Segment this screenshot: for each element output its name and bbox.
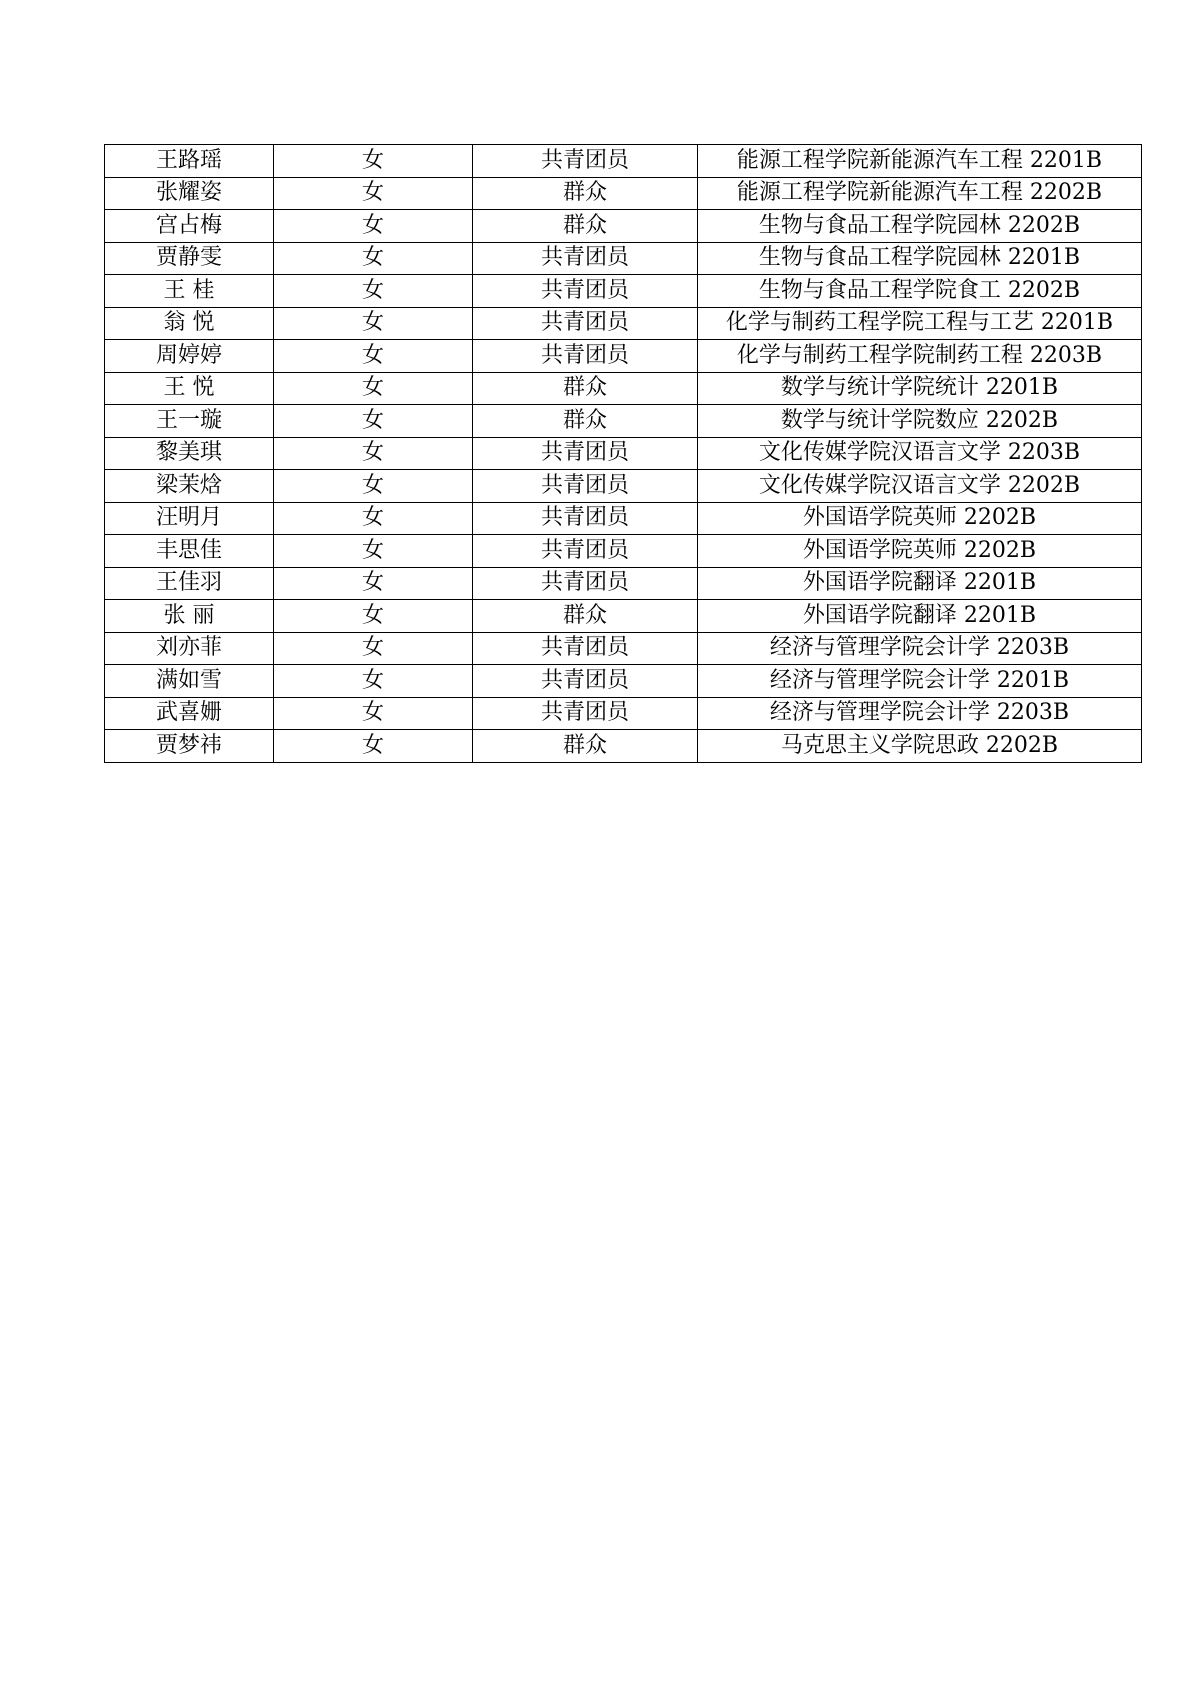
roster-table: [104, 144, 1142, 763]
table-row: [105, 177, 1142, 210]
roster-table-body: [105, 145, 1142, 763]
gender-cell: 女: [274, 242, 473, 275]
class-cell: 生物与食品工程学院食工 2202B: [698, 275, 1142, 308]
student-name-cell: 王 悦: [105, 372, 274, 405]
gender-cell: 女: [274, 405, 473, 438]
student-name-cell: 周婷婷: [105, 340, 274, 373]
gender-cell: 女: [274, 730, 473, 763]
student-name-cell: 贾梦祎: [105, 730, 274, 763]
gender-cell: 女: [274, 275, 473, 308]
political-status-cell: 共青团员: [473, 275, 698, 308]
gender-cell: 女: [274, 535, 473, 568]
table-row: [105, 567, 1142, 600]
class-cell: 化学与制药工程学院制药工程 2203B: [698, 340, 1142, 373]
political-status-cell: 共青团员: [473, 242, 698, 275]
roster-sheet: [104, 144, 1141, 763]
table-row: [105, 372, 1142, 405]
student-name-cell: 王 桂: [105, 275, 274, 308]
class-cell: 经济与管理学院会计学 2203B: [698, 697, 1142, 730]
table-row: [105, 145, 1142, 178]
class-cell: 经济与管理学院会计学 2201B: [698, 665, 1142, 698]
gender-cell: 女: [274, 470, 473, 503]
political-status-cell: 共青团员: [473, 665, 698, 698]
student-name-cell: 王一璇: [105, 405, 274, 438]
student-name-cell: 刘亦菲: [105, 632, 274, 665]
student-name-cell: 张 丽: [105, 600, 274, 633]
student-name-cell: 张耀姿: [105, 177, 274, 210]
political-status-cell: 群众: [473, 372, 698, 405]
table-row: [105, 437, 1142, 470]
student-name-cell: 翁 悦: [105, 307, 274, 340]
class-cell: 经济与管理学院会计学 2203B: [698, 632, 1142, 665]
political-status-cell: 共青团员: [473, 697, 698, 730]
table-row: [105, 665, 1142, 698]
class-cell: 能源工程学院新能源汽车工程 2202B: [698, 177, 1142, 210]
table-row: [105, 242, 1142, 275]
table-row: [105, 600, 1142, 633]
student-name-cell: 梁茉焓: [105, 470, 274, 503]
student-name-cell: 王佳羽: [105, 567, 274, 600]
class-cell: 化学与制药工程学院工程与工艺 2201B: [698, 307, 1142, 340]
student-name-cell: 贾静雯: [105, 242, 274, 275]
class-cell: 外国语学院翻译 2201B: [698, 600, 1142, 633]
table-row: [105, 730, 1142, 763]
student-name-cell: 宫占梅: [105, 210, 274, 243]
political-status-cell: 群众: [473, 600, 698, 633]
class-cell: 生物与食品工程学院园林 2201B: [698, 242, 1142, 275]
political-status-cell: 共青团员: [473, 632, 698, 665]
class-cell: 生物与食品工程学院园林 2202B: [698, 210, 1142, 243]
class-cell: 文化传媒学院汉语言文学 2202B: [698, 470, 1142, 503]
table-row: [105, 632, 1142, 665]
political-status-cell: 共青团员: [473, 470, 698, 503]
student-name-cell: 满如雪: [105, 665, 274, 698]
political-status-cell: 群众: [473, 210, 698, 243]
gender-cell: 女: [274, 210, 473, 243]
political-status-cell: 共青团员: [473, 307, 698, 340]
political-status-cell: 共青团员: [473, 567, 698, 600]
class-cell: 马克思主义学院思政 2202B: [698, 730, 1142, 763]
table-row: [105, 470, 1142, 503]
political-status-cell: 共青团员: [473, 437, 698, 470]
table-row: [105, 697, 1142, 730]
class-cell: 外国语学院英师 2202B: [698, 502, 1142, 535]
class-cell: 能源工程学院新能源汽车工程 2201B: [698, 145, 1142, 178]
class-cell: 文化传媒学院汉语言文学 2203B: [698, 437, 1142, 470]
student-name-cell: 王路瑶: [105, 145, 274, 178]
class-cell: 外国语学院翻译 2201B: [698, 567, 1142, 600]
student-name-cell: 丰思佳: [105, 535, 274, 568]
political-status-cell: 群众: [473, 177, 698, 210]
class-cell: 数学与统计学院数应 2202B: [698, 405, 1142, 438]
table-row: [105, 340, 1142, 373]
political-status-cell: 群众: [473, 730, 698, 763]
political-status-cell: 共青团员: [473, 535, 698, 568]
gender-cell: 女: [274, 177, 473, 210]
gender-cell: 女: [274, 437, 473, 470]
gender-cell: 女: [274, 697, 473, 730]
political-status-cell: 共青团员: [473, 340, 698, 373]
table-row: [105, 535, 1142, 568]
gender-cell: 女: [274, 632, 473, 665]
political-status-cell: 群众: [473, 405, 698, 438]
student-name-cell: 黎美琪: [105, 437, 274, 470]
table-row: [105, 307, 1142, 340]
gender-cell: 女: [274, 665, 473, 698]
table-row: [105, 275, 1142, 308]
table-row: [105, 405, 1142, 438]
class-cell: 数学与统计学院统计 2201B: [698, 372, 1142, 405]
gender-cell: 女: [274, 502, 473, 535]
table-row: [105, 502, 1142, 535]
political-status-cell: 共青团员: [473, 145, 698, 178]
student-name-cell: 武喜姗: [105, 697, 274, 730]
gender-cell: 女: [274, 567, 473, 600]
gender-cell: 女: [274, 600, 473, 633]
gender-cell: 女: [274, 307, 473, 340]
table-row: [105, 210, 1142, 243]
gender-cell: 女: [274, 372, 473, 405]
student-name-cell: 汪明月: [105, 502, 274, 535]
political-status-cell: 共青团员: [473, 502, 698, 535]
gender-cell: 女: [274, 145, 473, 178]
gender-cell: 女: [274, 340, 473, 373]
class-cell: 外国语学院英师 2202B: [698, 535, 1142, 568]
